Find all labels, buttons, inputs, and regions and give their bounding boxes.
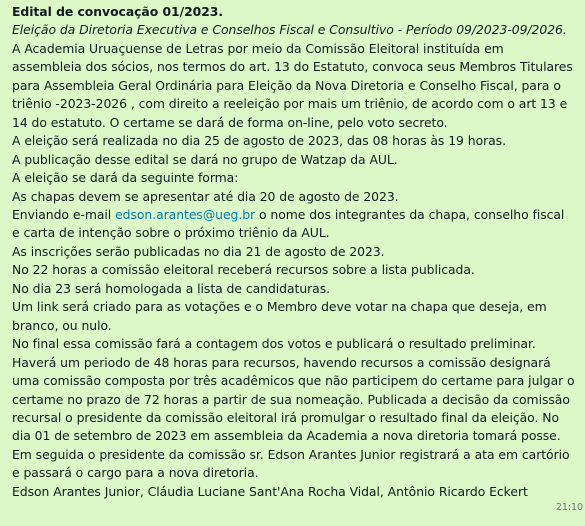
message-line: No 22 horas a comissão eleitoral receberá recursos sobre a lista publicada. bbox=[12, 262, 475, 278]
message-line: e carta de intenção sobre o próximo triênio da AUL. bbox=[12, 225, 330, 241]
message-line: para Assembleia Geral Ordinária para Eleição da Nova Diretoria e Conselho Fiscal, para o bbox=[12, 77, 561, 93]
message-line: As inscrições serão publicadas no dia 21 de agosto de 2023. bbox=[12, 243, 385, 259]
message-line: Um link será criado para as votações e o Membro deve votar na chapa que deseja, em bbox=[12, 299, 547, 315]
message-line: triênio -2023-2026 , com direito a reeleição por mais um triênio, de acordo com o art 13 e bbox=[12, 96, 568, 112]
message-line: As chapas devem se apresentar até dia 20 de agosto de 2023. bbox=[12, 188, 399, 204]
message-line: A eleição será realizada no dia 25 de agosto de 2023, das 08 horas às 19 horas. bbox=[12, 133, 506, 149]
email-line-before: Enviando e-mail bbox=[12, 206, 116, 222]
message-line: e passará o cargo para a nova diretoria. bbox=[12, 465, 259, 481]
email-line-after: o nome dos integrantes da chapa, conselho fiscal bbox=[255, 206, 565, 222]
message-line: No final essa comissão fará a contagem dos votos e publicará o resultado preliminar. bbox=[12, 336, 536, 352]
message-line: No dia 23 será homologada a lista de candidaturas. bbox=[12, 280, 331, 296]
message-subtitle: Eleição da Diretoria Executiva e Conselhos Fiscal e Consultivo - Período 09/2023-09/2026. bbox=[12, 22, 567, 38]
message-line: A Academia Uruaçuense de Letras por meio da Comissão Eleitoral instituída em bbox=[12, 40, 504, 56]
message-line: assembleia dos sócios, nos termos do art. 13 do Estatuto, convoca seus Membros Titulares bbox=[12, 59, 573, 75]
message-title: Edital de convocação 01/2023. bbox=[12, 4, 224, 19]
message-line: Em seguida o presidente da comissão sr. Edson Arantes Junior registrará a ata em cartório bbox=[12, 446, 570, 462]
message-line: A publicação desse edital se dará no grupo de Watzap da AUL. bbox=[12, 151, 398, 167]
message-line: certame no prazo de 72 horas a partir de sua nomeação. Publicada a decisão da comissão bbox=[12, 391, 570, 407]
message-line: uma comissão composta por três acadêmicos que não participem do certame para julgar o bbox=[12, 373, 575, 389]
message-line: Haverá um periodo de 48 horas para recursos, havendo recursos a comissão designará bbox=[12, 354, 551, 370]
message-line: dia 01 de setembro de 2023 em assembleia da Academia a nova diretoria tomará posse. bbox=[12, 428, 561, 444]
message-line: branco, ou nulo. bbox=[12, 317, 112, 333]
email-link[interactable]: edson.arantes@ueg.br bbox=[115, 206, 256, 222]
message-line: 14 do estatuto. O certame se dará de forma on-line, pelo voto secreto. bbox=[12, 114, 448, 130]
message-signatures: Edson Arantes Junior, Cláudia Luciane Sant'Ana Rocha Vidal, Antônio Ricardo Eckert bbox=[12, 483, 528, 499]
message-line: recursal o presidente da comissão eleitoral irá promulgar o resultado final da eleição. No bbox=[12, 409, 559, 425]
email-line bbox=[12, 206, 575, 224]
message-timestamp: 21:10 bbox=[555, 501, 583, 513]
message-line: A eleição se dará da seguinte forma: bbox=[12, 170, 239, 186]
